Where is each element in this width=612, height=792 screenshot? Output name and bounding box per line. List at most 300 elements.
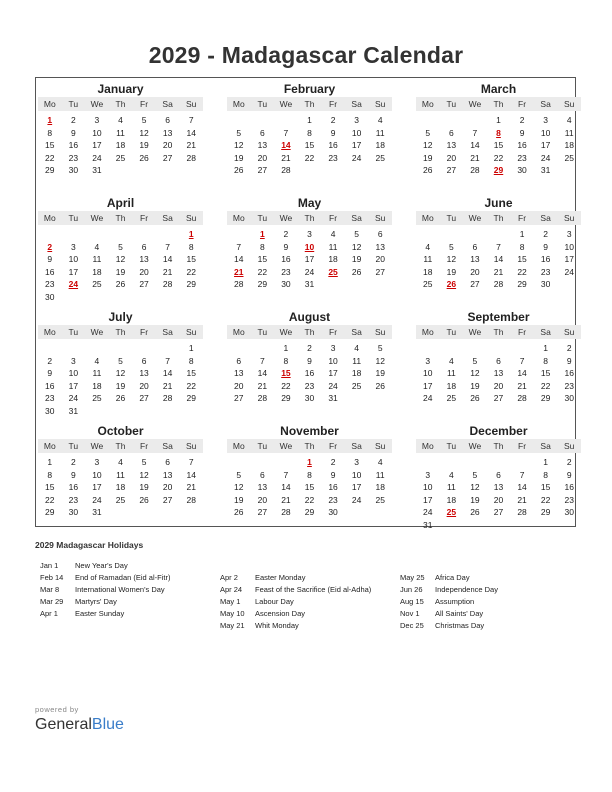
- holiday-date: Apr 24: [220, 585, 243, 594]
- day-cell: 25: [115, 494, 126, 505]
- empty-cell: [109, 228, 133, 241]
- day-cell: 22: [186, 380, 196, 391]
- holiday-name: Labour Day: [255, 597, 294, 606]
- holiday-day: 8: [496, 127, 501, 138]
- weekday-label: Fr: [140, 99, 149, 109]
- day-cell: 24: [351, 494, 362, 505]
- weekday-label: Su: [186, 327, 197, 337]
- weekday-label: Mo: [232, 213, 245, 223]
- day-cell: 28: [493, 279, 504, 289]
- weekday-label: Th: [493, 99, 504, 109]
- day-cell: 15: [517, 254, 527, 264]
- day-cell: 6: [377, 229, 383, 239]
- day-cell: 12: [375, 355, 385, 366]
- day-cell: 26: [139, 494, 149, 505]
- weekday-label: We: [468, 327, 482, 337]
- holiday-item: [400, 584, 498, 596]
- month-february: [227, 81, 392, 177]
- weekday-label: Fr: [518, 99, 527, 109]
- empty-cell: [510, 342, 534, 355]
- weekday-label: Su: [375, 213, 386, 223]
- day-cell: 16: [281, 254, 291, 264]
- holiday-column: [40, 560, 170, 620]
- day-cell: 20: [493, 494, 504, 505]
- weekday-header: [227, 439, 392, 453]
- day-cell: 19: [139, 140, 149, 150]
- day-cell: 28: [162, 393, 173, 403]
- day-cell: 20: [493, 380, 504, 391]
- weekday-label: Su: [375, 441, 386, 451]
- day-cell: 1: [307, 115, 312, 125]
- day-cell: 23: [540, 266, 551, 277]
- day-cell: 31: [304, 279, 315, 289]
- day-cell: 25: [423, 279, 433, 289]
- calendar-frame: [35, 77, 576, 530]
- day-cell: 29: [540, 507, 551, 517]
- day-cell: 9: [519, 127, 525, 138]
- weekday-label: Tu: [446, 441, 457, 451]
- weekday-label: Su: [375, 327, 386, 337]
- day-cell: 21: [281, 494, 291, 505]
- weekday-label: Sa: [351, 213, 362, 223]
- day-cell: 11: [446, 368, 456, 378]
- weekday-label: Th: [493, 327, 504, 337]
- day-cell: 22: [281, 380, 291, 391]
- day-cell: 1: [47, 457, 53, 467]
- empty-cell: [251, 456, 275, 469]
- day-cell: 24: [92, 494, 102, 505]
- day-grid: [38, 114, 203, 177]
- day-cell: 15: [304, 140, 315, 150]
- weekday-label: Mo: [421, 99, 434, 109]
- day-cell: 17: [423, 380, 433, 391]
- day-cell: 2: [307, 343, 312, 353]
- day-grid: [416, 456, 581, 531]
- day-cell: 3: [94, 115, 100, 125]
- day-cell: 5: [377, 343, 383, 353]
- day-cell: 30: [45, 405, 55, 416]
- weekday-label: Th: [115, 213, 126, 223]
- day-cell: 16: [328, 482, 338, 492]
- day-cell: 8: [519, 241, 525, 252]
- day-cell: 12: [139, 469, 149, 480]
- day-cell: 7: [259, 355, 265, 366]
- holiday-day: 10: [304, 241, 315, 252]
- day-cell: 6: [496, 469, 501, 480]
- day-cell: 28: [162, 279, 173, 289]
- day-cell: 25: [92, 393, 102, 403]
- day-cell: 30: [517, 165, 527, 175]
- empty-cell: [38, 342, 62, 355]
- empty-cell: [463, 456, 487, 469]
- day-cell: 13: [257, 140, 268, 150]
- weekday-label: Tu: [257, 441, 268, 451]
- weekday-header: [416, 325, 581, 339]
- holiday-date: Nov 1: [400, 609, 420, 618]
- weekday-header: [416, 211, 581, 225]
- day-cell: 27: [162, 152, 173, 163]
- day-grid: [416, 342, 581, 405]
- empty-cell: [440, 456, 464, 469]
- day-cell: 8: [543, 469, 548, 480]
- holiday-name: Whit Monday: [255, 621, 299, 630]
- day-cell: 23: [68, 152, 79, 163]
- day-cell: 29: [304, 507, 315, 517]
- day-cell: 2: [283, 229, 289, 239]
- weekday-label: Tu: [446, 327, 457, 337]
- day-cell: 29: [186, 393, 196, 403]
- day-cell: 18: [423, 266, 433, 277]
- weekday-label: Mo: [43, 213, 56, 223]
- weekday-label: Th: [304, 327, 315, 337]
- day-cell: 6: [259, 127, 265, 138]
- day-cell: 10: [92, 469, 102, 480]
- day-cell: 19: [351, 254, 362, 264]
- holiday-day: 1: [188, 229, 194, 239]
- day-cell: 15: [186, 368, 196, 378]
- day-cell: 16: [540, 254, 551, 264]
- day-cell: 18: [375, 140, 385, 150]
- day-cell: 10: [68, 254, 79, 264]
- day-cell: 17: [564, 254, 574, 264]
- day-cell: 17: [351, 140, 362, 150]
- day-cell: 16: [328, 140, 338, 150]
- empty-cell: [487, 228, 511, 241]
- day-cell: 10: [328, 355, 338, 366]
- day-cell: 25: [115, 152, 126, 163]
- empty-cell: [85, 228, 109, 241]
- day-cell: 20: [139, 380, 149, 391]
- weekday-label: Mo: [232, 99, 245, 109]
- weekday-label: Tu: [68, 327, 79, 337]
- weekday-header: [416, 439, 581, 453]
- weekday-label: Fr: [329, 213, 338, 223]
- month-july: [38, 309, 203, 417]
- empty-cell: [463, 114, 487, 127]
- empty-cell: [487, 456, 511, 469]
- weekday-header: [227, 211, 392, 225]
- weekday-label: Tu: [68, 213, 79, 223]
- holiday-day: 29: [493, 165, 504, 175]
- day-cell: 12: [234, 140, 244, 150]
- generalblue-logo[interactable]: [35, 716, 124, 734]
- day-cell: 24: [351, 152, 362, 163]
- day-cell: 13: [493, 482, 504, 492]
- day-cell: 15: [257, 254, 268, 264]
- weekday-label: Su: [564, 99, 575, 109]
- empty-cell: [85, 342, 109, 355]
- day-cell: 22: [304, 494, 315, 505]
- day-cell: 24: [564, 266, 574, 277]
- empty-cell: [132, 228, 156, 241]
- empty-cell: [416, 114, 440, 127]
- holiday-day: 25: [446, 507, 457, 517]
- day-cell: 2: [543, 229, 548, 239]
- day-cell: 1: [283, 343, 289, 353]
- weekday-label: Th: [115, 327, 126, 337]
- holiday-item: [400, 596, 498, 608]
- day-cell: 3: [307, 229, 312, 239]
- weekday-label: Fr: [140, 213, 149, 223]
- brand-general: General: [35, 716, 92, 733]
- day-cell: 22: [517, 266, 527, 277]
- day-cell: 10: [68, 368, 79, 378]
- day-cell: 21: [162, 266, 173, 277]
- day-cell: 13: [234, 368, 244, 378]
- month-december: [416, 423, 581, 531]
- day-cell: 7: [236, 241, 242, 252]
- holiday-item: [220, 620, 371, 632]
- empty-cell: [416, 228, 440, 241]
- weekday-label: Mo: [232, 327, 245, 337]
- day-cell: 17: [540, 140, 551, 150]
- day-cell: 30: [328, 507, 338, 517]
- empty-cell: [510, 456, 534, 469]
- weekday-label: Fr: [140, 441, 149, 451]
- day-cell: 24: [328, 380, 338, 391]
- weekday-label: We: [468, 213, 482, 223]
- day-cell: 21: [281, 152, 291, 163]
- day-cell: 9: [283, 241, 289, 252]
- day-cell: 14: [234, 254, 244, 264]
- empty-cell: [132, 342, 156, 355]
- weekday-label: Su: [564, 327, 575, 337]
- weekday-header: [38, 325, 203, 339]
- day-cell: 20: [234, 380, 244, 391]
- month-name: July: [108, 310, 133, 324]
- day-grid: [416, 228, 581, 291]
- weekday-label: Fr: [329, 441, 338, 451]
- weekday-label: We: [90, 441, 104, 451]
- weekday-label: Fr: [140, 327, 149, 337]
- day-cell: 4: [425, 241, 431, 252]
- day-cell: 16: [517, 140, 527, 150]
- day-cell: 1: [496, 115, 501, 125]
- day-grid: [38, 228, 203, 303]
- weekday-label: Th: [304, 99, 315, 109]
- empty-cell: [416, 456, 440, 469]
- holiday-date: Apr 2: [220, 573, 238, 582]
- day-cell: 23: [564, 380, 574, 391]
- day-cell: 27: [257, 165, 268, 175]
- month-april: [38, 195, 203, 303]
- day-cell: 27: [493, 393, 504, 403]
- day-cell: 27: [493, 507, 504, 517]
- day-cell: 18: [115, 482, 126, 492]
- day-cell: 24: [540, 152, 551, 163]
- weekday-label: Mo: [43, 99, 56, 109]
- day-cell: 23: [304, 380, 315, 391]
- weekday-label: Th: [304, 213, 315, 223]
- holiday-date: May 10: [220, 609, 245, 618]
- day-cell: 5: [118, 241, 123, 252]
- day-cell: 26: [139, 152, 149, 163]
- day-cell: 16: [68, 482, 79, 492]
- day-cell: 28: [517, 393, 527, 403]
- day-cell: 4: [118, 115, 123, 125]
- empty-cell: [227, 228, 251, 241]
- day-cell: 3: [354, 457, 359, 467]
- month-name: January: [97, 82, 144, 96]
- day-cell: 30: [564, 507, 574, 517]
- empty-cell: [62, 228, 86, 241]
- month-may: [227, 195, 392, 291]
- holiday-name: All Saints' Day: [435, 609, 484, 618]
- day-cell: 27: [139, 393, 149, 403]
- day-cell: 17: [423, 494, 433, 505]
- day-cell: 18: [564, 140, 574, 150]
- day-cell: 29: [257, 279, 268, 289]
- day-cell: 31: [68, 405, 79, 416]
- holiday-item: [220, 608, 371, 620]
- holiday-date: May 25: [400, 573, 425, 582]
- weekday-label: Sa: [540, 327, 551, 337]
- weekday-label: Fr: [518, 327, 527, 337]
- weekday-label: Fr: [329, 327, 338, 337]
- day-cell: 21: [186, 140, 196, 150]
- weekday-label: Mo: [421, 441, 434, 451]
- day-cell: 9: [330, 127, 336, 138]
- weekday-label: Mo: [421, 327, 434, 337]
- day-cell: 5: [141, 115, 147, 125]
- holiday-name: Christmas Day: [435, 621, 485, 630]
- day-cell: 14: [186, 127, 196, 138]
- day-cell: 18: [375, 482, 385, 492]
- day-cell: 14: [186, 469, 196, 480]
- holiday-day: 2: [47, 241, 53, 252]
- day-cell: 8: [283, 355, 289, 366]
- day-cell: 22: [45, 494, 55, 505]
- day-cell: 9: [47, 254, 53, 264]
- weekday-label: Sa: [351, 99, 362, 109]
- weekday-label: Su: [186, 441, 197, 451]
- weekday-label: Fr: [518, 441, 527, 451]
- day-cell: 25: [375, 494, 385, 505]
- day-cell: 28: [186, 152, 196, 163]
- day-cell: 23: [564, 494, 574, 505]
- day-cell: 19: [234, 494, 244, 505]
- day-cell: 29: [540, 393, 551, 403]
- day-cell: 13: [139, 254, 149, 264]
- day-cell: 29: [45, 165, 55, 175]
- day-cell: 30: [540, 279, 551, 289]
- day-cell: 1: [543, 457, 548, 467]
- day-cell: 16: [304, 368, 315, 378]
- holiday-item: [40, 584, 170, 596]
- day-cell: 24: [68, 393, 79, 403]
- weekday-label: Tu: [257, 327, 268, 337]
- empty-cell: [440, 342, 464, 355]
- day-cell: 4: [118, 457, 123, 467]
- weekday-label: We: [90, 99, 104, 109]
- month-september: [416, 309, 581, 405]
- day-cell: 11: [375, 127, 385, 138]
- day-cell: 13: [375, 241, 385, 252]
- empty-cell: [227, 342, 251, 355]
- day-cell: 27: [470, 279, 480, 289]
- day-cell: 17: [304, 254, 315, 264]
- day-cell: 26: [234, 507, 244, 517]
- holiday-day: 26: [446, 279, 457, 289]
- day-cell: 7: [496, 241, 501, 252]
- day-cell: 4: [94, 355, 100, 366]
- day-cell: 11: [352, 355, 362, 366]
- weekday-label: Tu: [257, 213, 268, 223]
- day-cell: 10: [423, 368, 433, 378]
- day-cell: 24: [92, 152, 102, 163]
- empty-cell: [38, 228, 62, 241]
- day-cell: 9: [566, 355, 572, 366]
- holiday-day: 14: [281, 140, 291, 150]
- month-name: November: [280, 424, 339, 438]
- day-cell: 12: [446, 254, 457, 264]
- empty-cell: [274, 114, 298, 127]
- weekday-header: [416, 97, 581, 111]
- day-cell: 3: [425, 355, 431, 366]
- day-cell: 6: [165, 115, 170, 125]
- day-cell: 31: [423, 519, 433, 530]
- day-cell: 23: [328, 152, 338, 163]
- empty-cell: [440, 114, 464, 127]
- day-cell: 2: [566, 343, 572, 353]
- empty-cell: [62, 342, 86, 355]
- day-cell: 18: [92, 380, 102, 391]
- day-cell: 3: [330, 343, 336, 353]
- day-cell: 15: [493, 140, 504, 150]
- day-cell: 8: [188, 241, 194, 252]
- holiday-item: [400, 620, 498, 632]
- day-cell: 19: [470, 494, 480, 505]
- day-cell: 14: [493, 254, 504, 264]
- day-cell: 9: [70, 469, 76, 480]
- day-cell: 21: [517, 494, 527, 505]
- day-cell: 18: [115, 140, 126, 150]
- weekday-label: Sa: [351, 441, 362, 451]
- day-cell: 12: [351, 241, 362, 252]
- day-cell: 6: [259, 469, 265, 480]
- day-cell: 19: [470, 380, 480, 391]
- day-grid: [227, 228, 392, 291]
- day-cell: 6: [236, 355, 242, 366]
- day-cell: 3: [70, 241, 76, 252]
- day-cell: 8: [259, 241, 265, 252]
- day-cell: 5: [425, 127, 431, 138]
- day-cell: 30: [45, 291, 55, 302]
- day-cell: 18: [92, 266, 102, 277]
- day-cell: 26: [234, 165, 244, 175]
- day-cell: 11: [328, 241, 338, 252]
- day-cell: 29: [45, 507, 55, 517]
- holiday-day: 1: [259, 229, 265, 239]
- day-cell: 26: [470, 507, 480, 517]
- day-cell: 11: [92, 368, 102, 378]
- weekday-header: [227, 97, 392, 111]
- weekday-label: Tu: [446, 213, 457, 223]
- day-cell: 31: [92, 165, 102, 175]
- day-cell: 7: [519, 355, 525, 366]
- day-cell: 23: [45, 279, 55, 289]
- day-cell: 26: [115, 279, 126, 289]
- day-cell: 17: [92, 140, 102, 150]
- day-cell: 20: [162, 140, 173, 150]
- weekday-label: Mo: [43, 441, 56, 451]
- day-cell: 15: [540, 368, 551, 378]
- day-cell: 30: [304, 393, 315, 403]
- holiday-date: Mar 8: [40, 585, 60, 594]
- day-grid: [38, 456, 203, 519]
- day-cell: 29: [186, 279, 196, 289]
- day-cell: 27: [162, 494, 173, 505]
